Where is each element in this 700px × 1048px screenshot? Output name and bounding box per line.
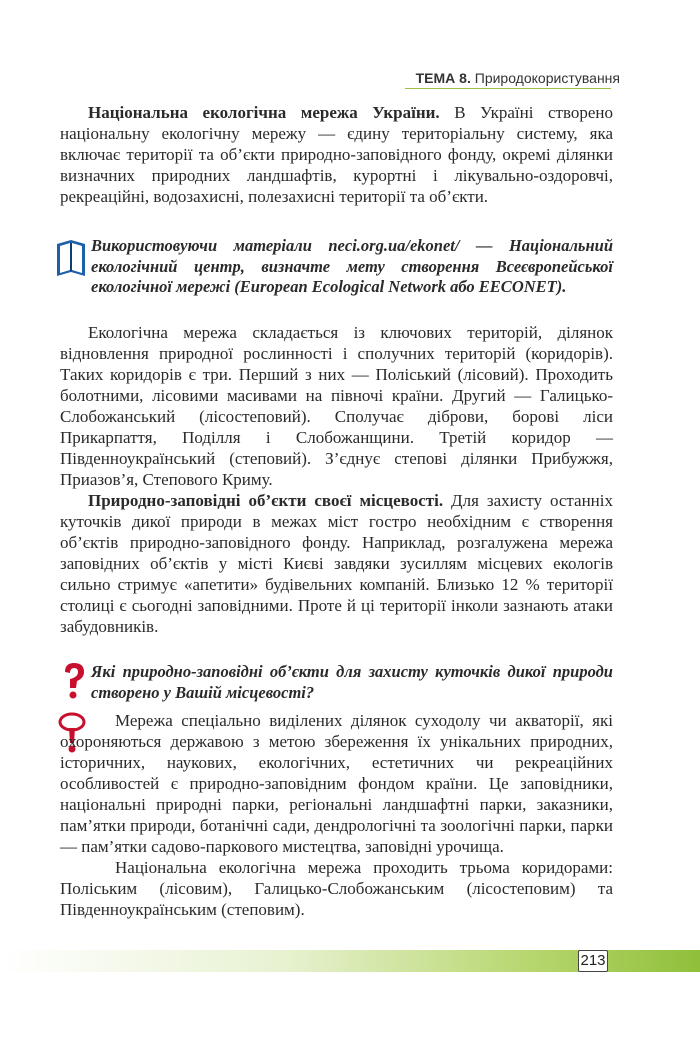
local-title: Природно-заповідні об’єкти своєї місцевості. xyxy=(88,491,444,510)
question-icon xyxy=(56,660,90,707)
question-text: Які природно-заповідні об’єкти для захисту куточків дикої природи створено у Вашій місцевості? xyxy=(91,662,613,702)
network-paragraph xyxy=(60,102,613,207)
summary-block xyxy=(60,710,613,920)
network-text: В Україні створено національну екологічну мережу — єдину територіальну систему, яка включає території та об’єкти природно-заповідного фонду, окремі ділянки визначних природних ландшафтів, курортні і лікувально-оздоровчі, рекреаційні, водозахисні, полезахисні території та об’єкти. xyxy=(60,103,613,206)
local-text: Для захисту останніх куточків дикої природи в межах міст гостро необхідним є створення об’єктів природно-заповідного фонду. Наприклад, розгалужена мережа заповідних об’єктів у місті Києві завдяки зусиллям місцевих екологів сильно стримує «апетити» будівельних компаній. Близько 12 % території столиці є сьогодні заповідними. Проте й ці території інколи зазнають атаки забудовників. xyxy=(60,491,614,636)
page-header xyxy=(411,70,620,86)
corridors-paragraph xyxy=(60,322,613,490)
network-title: Національна екологічна мережа України. xyxy=(88,103,440,122)
header-rule xyxy=(405,88,611,89)
task-research: Використовуючи матеріали neci.org.ua/ekonet/ — Національний екологічний центр, визначте мету створення Всеєвропейської екологічної мережі (European Ecological Network або EECONET). xyxy=(91,236,613,296)
summary-text-2: Національна екологічна мережа проходить трьома коридорами: Поліським (лісовим), Галицько-Слобожанським (лісостеповим) та Південноукраїнським (степовим). xyxy=(60,858,613,919)
book-icon xyxy=(54,238,88,285)
header-theme: ТЕМА 8. xyxy=(415,70,471,86)
summary-text-1: Мережа спеціально виділених ділянок суходолу чи акваторії, які охороняються державою з метою збереження їх унікальних природних, історичних, наукових, екологічних, естетичних чи рекреаційних особливостей є природно-заповідним фондом країни. Це заповідники, національні природні парки, регіональні ландшафтні парки, заказники, пам’ятки природи, ботанічні сади, дендрологічні та зоологічні парки, парки — пам’ятки садово-паркового мистецтва, заповідні урочища. xyxy=(60,711,613,856)
page-number: 213 xyxy=(578,950,608,972)
header-title: Природокористування xyxy=(474,70,620,86)
corridors-text: Екологічна мережа складається із ключових територій, ділянок відновлення природної рослинності і сполучних територій (коридорів). Таких коридорів є три. Перший з них — Поліський (лісовий). Проходить болотними, лісовими масивами на півночі країни. Другий — Галицько-Слобожанський (лісостеповий). Сполучає діброви, борові ліси Прикарпаття, Поділля і Слобожанщини. Третій коридор — Південноукраїнський (степовий). З’єднує степові ділянки Прибужжя, Приазов’я, Степового Криму. xyxy=(60,323,613,489)
local-paragraph xyxy=(60,490,613,637)
